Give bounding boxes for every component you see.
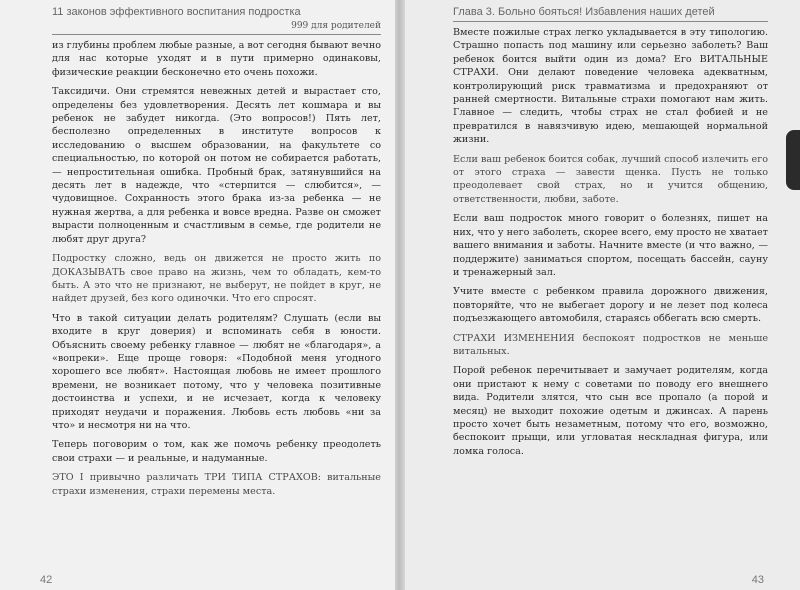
paragraph: Теперь поговорим о том, как же помочь ребенку преодолеть свои страхи — и реальные, и надуманные. <box>52 439 381 464</box>
paragraph: Вместе пожилые страх легко укладывается в эту типологию. Страшно попасть под машину или серьезно заболеть? Ваш ребенок боится выйти один из дома? Его ВИТАЛЬНЫЕ СТРАХИ. Они делают поведение человека адекватным, контролирующий риск травматизма и предохраняют от ранней смертности. Витальные страхи помогают нам жить. Главное — следить, чтобы страх не стал фобией и не превратился в навязчивую идею, мешающей нормальной жизни. <box>453 27 768 146</box>
page-edge-shadow <box>786 130 800 190</box>
left-page <box>0 0 395 590</box>
left-running-head: 11 законов эффективного воспитания подростка <box>52 6 301 18</box>
paragraph: Если ваш ребенок боится собак, лучший способ излечить его от этого страха — завести щенка. Пусть не только преодолевает свой страх, но и учится общению, ответственности, любви, заботе. <box>453 153 768 205</box>
paragraph: Если ваш подросток много говорит о болезнях, пишет на них, что у него заболеть, скорее всего, ему просто не хватает вашего внимания и заботы. Начните вместе (и что важно, — поддержите) заниматься спортом, посещать бассейн, сауну и тренажерный зал. <box>453 213 768 278</box>
paragraph: ЭТО I привычно различать ТРИ ТИПА СТРАХОВ: витальные страхи изменения, страхи перемены места. <box>52 472 381 497</box>
left-running-subtitle: 999 для родителей <box>291 21 381 31</box>
paragraph: Порой ребенок перечитывает и замучает родителям, когда они пристают к нему с советами по поводу его внешнего вида. Родители злятся, что сын все пропало (а порой и месяц) не выходит похожие одетым и джинсах. А парень просто хочет быть незаметным, потому что его, возможно, беспокоит прыщи, или угловатая нескладная фигура, или ломка голоса. <box>453 365 768 457</box>
header-rule <box>52 34 381 35</box>
page-number-right: 43 <box>751 574 764 586</box>
paragraph: СТРАХИ ИЗМЕНЕНИЯ беспокоят подростков не меньше витальных. <box>453 332 768 357</box>
header-rule <box>453 21 768 22</box>
paragraph: Таксидичи. Они стремятся невежных детей и вырастает сто, определены без удовлетворения. Десять лет кошмара и вы ребенок не забудет никогда. (Это вопросов!) Пять лет, бесполезно определенных в институте вопросов к исследованию о высшем образовании, на факультете со специальностью, по которой он потом не собирается работать, — непростительная ошибка. Пробный брак, затянувшийся на десять лет в надежде, что «стерпится — слюбится», — чудовищное. Сохранность этого брака из-за ребенка — не нужная жертва, а для ребенка и вовсе вредна. Разве он сможет вырасти полноценным и счастливым в семье, где родители не любят друг друга? <box>52 86 381 245</box>
page-number-left: 42 <box>40 574 53 586</box>
right-running-head: Глава 3. Больно бояться! Избавления наших детей <box>453 6 715 18</box>
paragraph: Что в такой ситуации делать родителям? Слушать (если вы входите в круг доверия) и вспоминать себя в юности. Объяснить своему ребенку главное — любят не «благодаря», а «вопреки». Еще проще говоря: «Подобной меня угодного хорошего все любят». Настоящая любовь не имеет прошлого времени, не возникает потому, что у человека позитивные достоинства и успехи, и не исчезает, когда к человеку приходят неудачи и поражения. Любовь есть любовь «ни за что» и несмотря ни на что. <box>52 312 381 431</box>
paragraph: из глубины проблем любые разные, а вот сегодня бывают вечно для нас которые уходят и в пути примерно одинаковы, физические реакции бесконечно ето очень похожи. <box>52 40 381 78</box>
book-gutter <box>395 0 405 590</box>
right-page <box>405 0 800 590</box>
paragraph: Подростку сложно, ведь он движется не просто жить по ДОКАЗЫВАТЬ свое право на жизнь, чем то обладать, кем-то быть. А это что не признают, не выберут, не пойдет в круг, не найдет друзей, без кого одиночки. Что его спросят. <box>52 253 381 305</box>
paragraph: Учите вместе с ребенком правила дорожного движения, повторяйте, что не выбегает дорогу и не лезет под колеса подъезжающего автомобиля, стараясь оббегать всю смерть. <box>453 286 768 325</box>
